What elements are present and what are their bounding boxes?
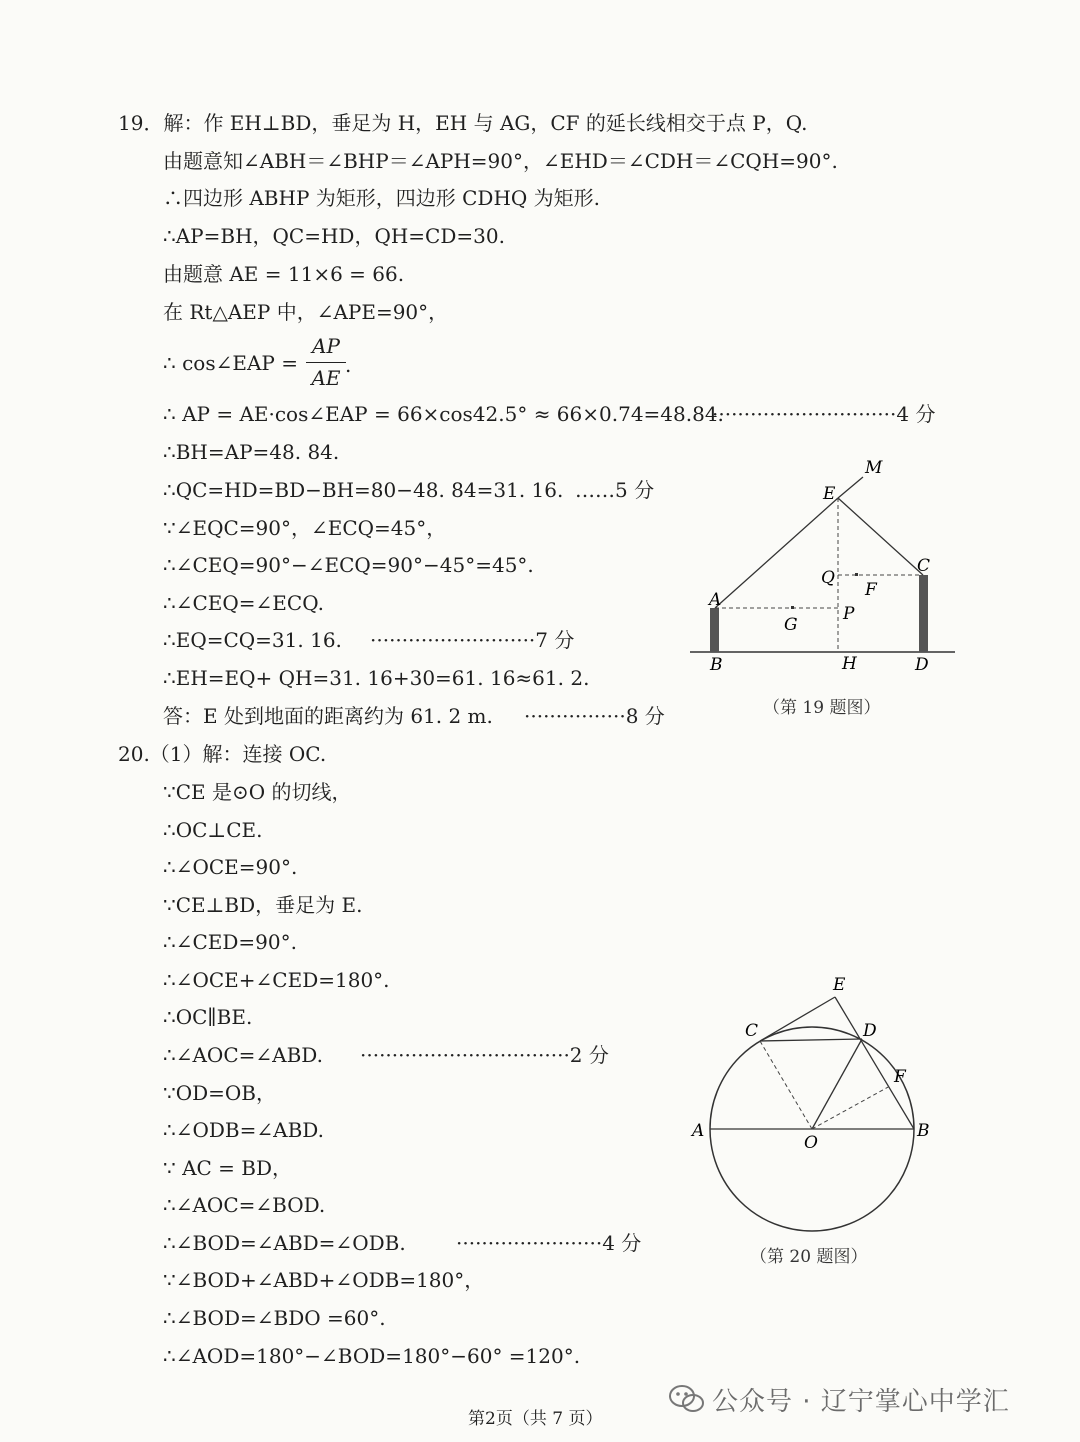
- p19-line-7: ∴ cos∠EAP =: [163, 351, 298, 375]
- p19-line-3: ∴四边形 ABHP 为矩形，四边形 CDHQ 为矩形.: [163, 186, 601, 210]
- label-H: H: [842, 654, 857, 674]
- label-E: E: [833, 975, 846, 995]
- figure-20: [685, 970, 945, 1235]
- p19-line-2: 由题意知∠ABH＝∠BHP＝∠APH=90°，∠EHD＝∠CDH＝∠CQH=90°.: [163, 149, 838, 173]
- points-8: ················8 分: [524, 704, 665, 728]
- points-5: ……5 分: [575, 478, 655, 502]
- points-2: ·································2 分: [360, 1043, 609, 1067]
- points-4b: ·······················4 分: [456, 1231, 642, 1255]
- label-A: A: [709, 590, 722, 610]
- pillar-left: [710, 608, 719, 652]
- label-B: B: [917, 1121, 930, 1141]
- label-A: A: [692, 1121, 705, 1141]
- p20-line-16: ∴∠BOD=∠BDO =60°.: [163, 1306, 386, 1330]
- label-O: O: [804, 1133, 818, 1153]
- line-CE: [760, 997, 835, 1041]
- p20-line-7: ∴∠OCE+∠CED=180°.: [163, 968, 390, 992]
- p19-line-4: ∴AP=BH，QC=HD，QH=CD=30.: [163, 224, 505, 248]
- line-EM: [838, 477, 863, 498]
- p19-line-15: ∴EH=EQ+ QH=31. 16+30=61. 16≈61. 2.: [163, 666, 590, 690]
- label-G: G: [784, 615, 798, 635]
- figure-19: [685, 455, 965, 685]
- p20-line-11: ∴∠ODB=∠ABD.: [163, 1118, 324, 1142]
- page-footer: 第2页（共 7 页）: [468, 1409, 603, 1429]
- pillar-right: [919, 575, 928, 652]
- p20-line-8: ∴OC∥BE.: [163, 1005, 253, 1029]
- line-EC: [838, 498, 923, 575]
- p20-line-1: 20.（1）解：连接 OC.: [118, 742, 327, 766]
- point-F: [855, 573, 858, 576]
- points-4: ·····························4 分: [712, 402, 936, 426]
- p20-line-3: ∴OC⊥CE.: [163, 818, 263, 842]
- p20-line-17: ∴∠AOD=180°−∠BOD=180°−60° =120°.: [163, 1344, 581, 1368]
- p20-line-5: ∵CE⊥BD，垂足为 E.: [163, 893, 363, 917]
- p19-line-11: ∵∠EQC=90°，∠ECQ=45°，: [163, 516, 447, 540]
- label-B: B: [710, 655, 723, 675]
- label-M: M: [865, 458, 883, 478]
- line-AE: [715, 498, 838, 608]
- line-CD: [760, 1039, 862, 1041]
- p19-line-8: ∴ AP = AE·cos∠EAP = 66×cos42.5° ≈ 66×0.74=48.84.: [163, 402, 724, 426]
- p20-line-14: ∴∠BOD=∠ABD=∠ODB.: [163, 1231, 406, 1255]
- fraction-denominator: AE: [311, 366, 341, 390]
- p20-line-2: ∵CE 是⊙O 的切线，: [163, 780, 352, 804]
- label-F: F: [894, 1067, 906, 1087]
- label-C: C: [745, 1021, 759, 1041]
- fraction-period: .: [345, 353, 352, 377]
- wechat-icon: [668, 1383, 706, 1415]
- p19-line-16: 答：E 处到地面的距离约为 61. 2 m.: [163, 704, 493, 728]
- label-Q: Q: [821, 568, 835, 588]
- label-D: D: [915, 655, 929, 675]
- p19-line-1: 19．解：作 EH⊥BD，垂足为 H，EH 与 AG，CF 的延长线相交于点 P，Q.: [118, 111, 808, 135]
- fraction-numerator: AP: [312, 334, 340, 358]
- points-7: ··························7 分: [370, 628, 575, 652]
- label-P: P: [843, 604, 855, 624]
- line-EB: [835, 997, 914, 1129]
- p20-line-15: ∵∠BOD+∠ABD+∠ODB=180°，: [163, 1268, 485, 1292]
- point-G: [791, 606, 794, 609]
- p19-line-14: ∴EQ=CQ=31. 16.: [163, 628, 342, 652]
- p20-line-10: ∵OD=OB，: [163, 1081, 277, 1105]
- fraction-bar: [306, 362, 346, 363]
- p20-line-6: ∴∠CED=90°.: [163, 930, 297, 954]
- p19-line-13: ∴∠CEQ=∠ECQ.: [163, 591, 324, 615]
- p20-line-13: ∴∠AOC=∠BOD.: [163, 1193, 326, 1217]
- p19-line-9: ∴BH=AP=48. 84.: [163, 440, 340, 464]
- p20-line-9: ∴∠AOC=∠ABD.: [163, 1043, 323, 1067]
- p20-line-4: ∴∠OCE=90°.: [163, 855, 298, 879]
- label-C: C: [917, 556, 931, 576]
- label-D: D: [863, 1021, 877, 1041]
- figure-19-caption: （第 19 题图）: [763, 698, 881, 718]
- label-F: F: [865, 580, 877, 600]
- p19-line-6: 在 Rt△AEP 中，∠APE=90°，: [163, 300, 449, 324]
- p19-line-5: 由题意 AE = 11×6 = 66.: [163, 262, 405, 286]
- p20-line-12: ∵ AC = BD，: [163, 1156, 293, 1180]
- line-OC: [760, 1041, 812, 1129]
- p19-line-10: ∴QC=HD=BD−BH=80−48. 84=31. 16.: [163, 478, 564, 502]
- label-E: E: [823, 484, 836, 504]
- figure-20-caption: （第 20 题图）: [750, 1247, 868, 1267]
- watermark-text: 公众号 · 辽宁掌心中学汇: [712, 1387, 1010, 1417]
- p19-line-12: ∴∠CEQ=90°−∠ECQ=90°−45°=45°.: [163, 553, 534, 577]
